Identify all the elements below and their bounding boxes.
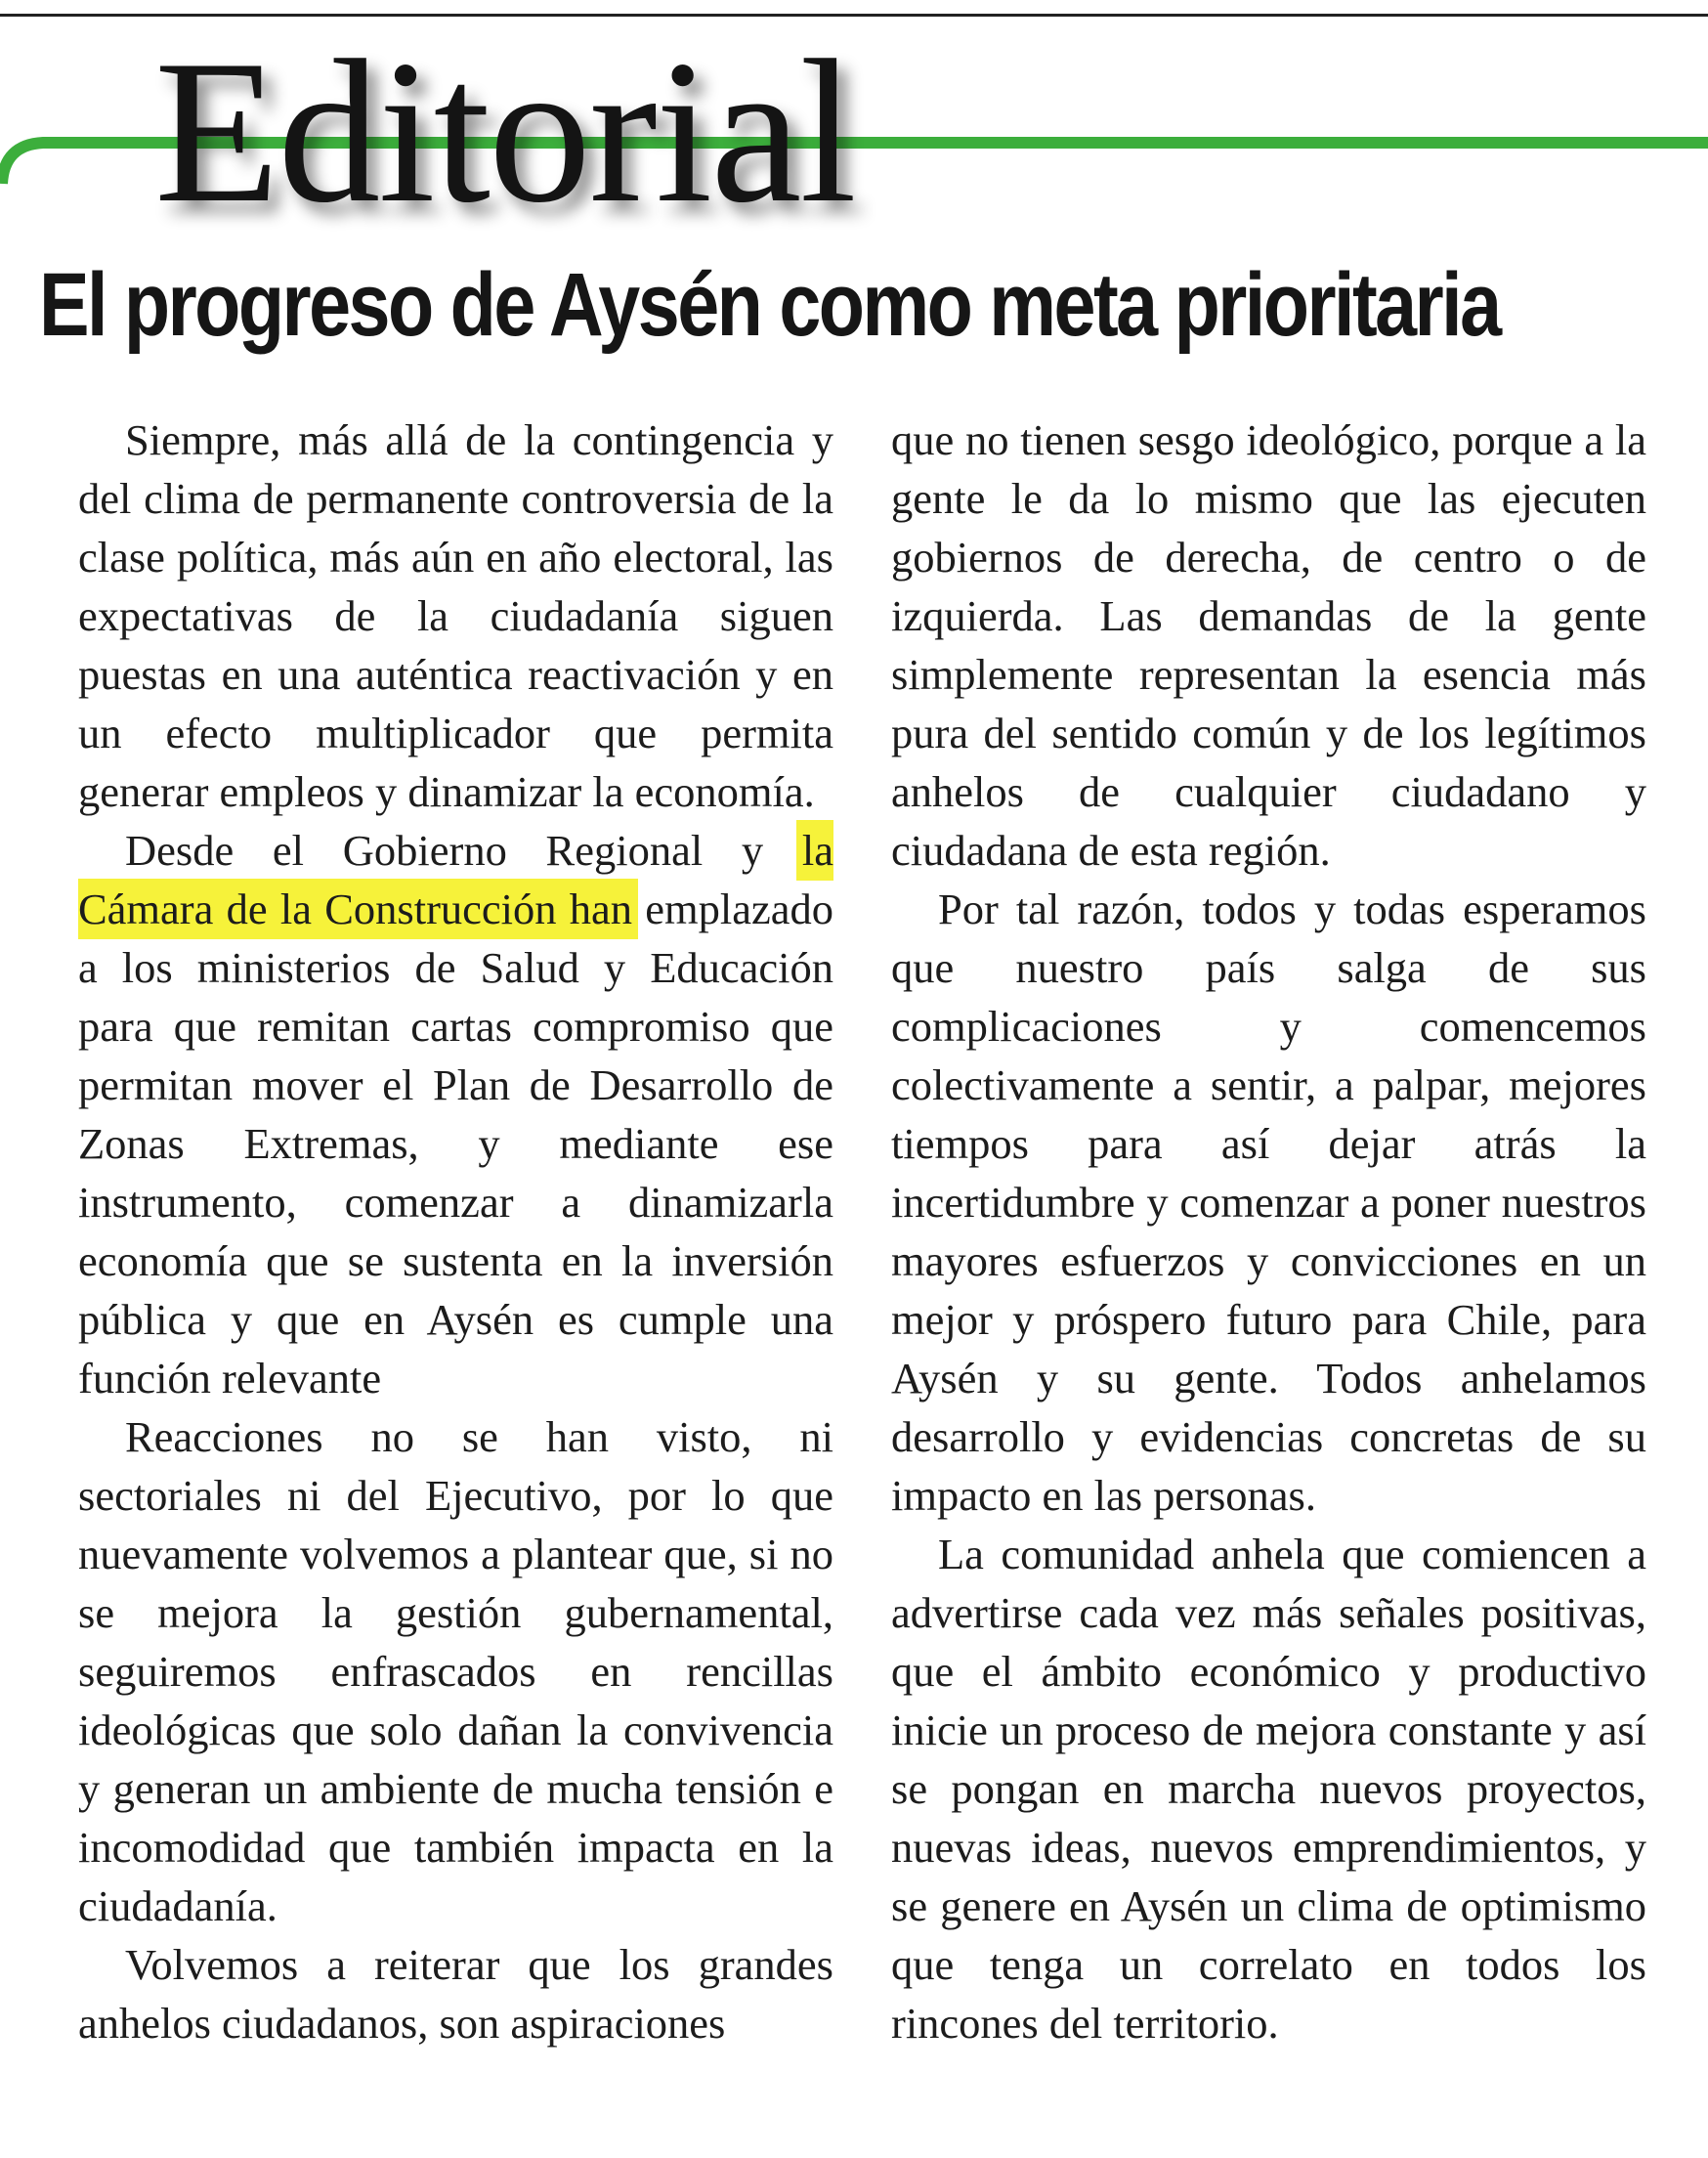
article-column-right (891, 410, 1646, 2052)
article-column-left (78, 410, 833, 2052)
paragraph-text: Desde el Gobierno Regional y (125, 826, 802, 875)
paragraph: La comunidad anhela que comiencen a advertirse cada vez más señales positivas, que el ámbito económico y productivo inicie un proceso de mejora constante y así se pongan en marcha nuevos proyectos, nuevas ideas, nuevos emprendimientos, y se genere en Aysén un clima de optimismo que tenga un correlato en todos los rincones del territorio. (891, 1530, 1646, 2048)
paragraph (78, 821, 833, 1407)
paragraph: que no tienen sesgo ideológico, porque a la gente le da lo mismo que las ejecuten gobiernos de derecha, de centro o de izquierda. Las demandas de la gente simplemente representan la esencia más pura del sentido común y de los legítimos anhelos de cualquier ciudadano y ciudadana de esta región. (891, 415, 1646, 875)
paragraph: Volvemos a reiterar que los grandes anhelos ciudadanos, son aspiraciones (78, 1940, 833, 2048)
headline: El progreso de Aysén como meta prioritaria (39, 255, 1500, 355)
paragraph: Por tal razón, todos y todas esperamos que nuestro país salga de sus complicaciones y comencemos colectivamente a sentir, a palpar, mejores tiempos para así dejar atrás la incertidumbre y comenzar a poner nuestros mayores esfuerzos y convicciones en un mejor y próspero futuro para Chile, para Aysén y su gente. Todos anhelamos desarrollo y evidencias concretas de su impacto en las personas. (891, 885, 1646, 1520)
section-masthead: Editorial (154, 19, 855, 245)
paragraph: Reacciones no se han visto, ni sectoriales ni del Ejecutivo, por lo que nuevamente volvemos a plantear que, si no se mejora la gestión gubernamental, seguiremos enfrascados en rencillas ideológicas que solo dañan la convivencia y generan un ambiente de mucha tensión e incomodidad que también impacta en la ciudadanía. (78, 1412, 833, 1930)
highlighted-text: la Cámara de la Construcción han (78, 826, 833, 933)
paragraph-text: emplazado a los ministerios de Salud y Educación para que remitan cartas compromiso que permitan mover el Plan de Desarrollo de Zonas Extremas, y mediante ese instrumento, comenzar a dinamizarla economía que se sustenta en la inversión pública y que en Aysén es cumple una función relevante (78, 885, 833, 1403)
paragraph: Siempre, más allá de la contingencia y del clima de permanente controversia de la clase política, más aún en año electoral, las expectativas de la ciudadanía siguen puestas en una auténtica reactivación y en un efecto multiplicador que permita generar empleos y dinamizar la economía. (78, 415, 833, 816)
page-header-rule (0, 0, 1708, 17)
